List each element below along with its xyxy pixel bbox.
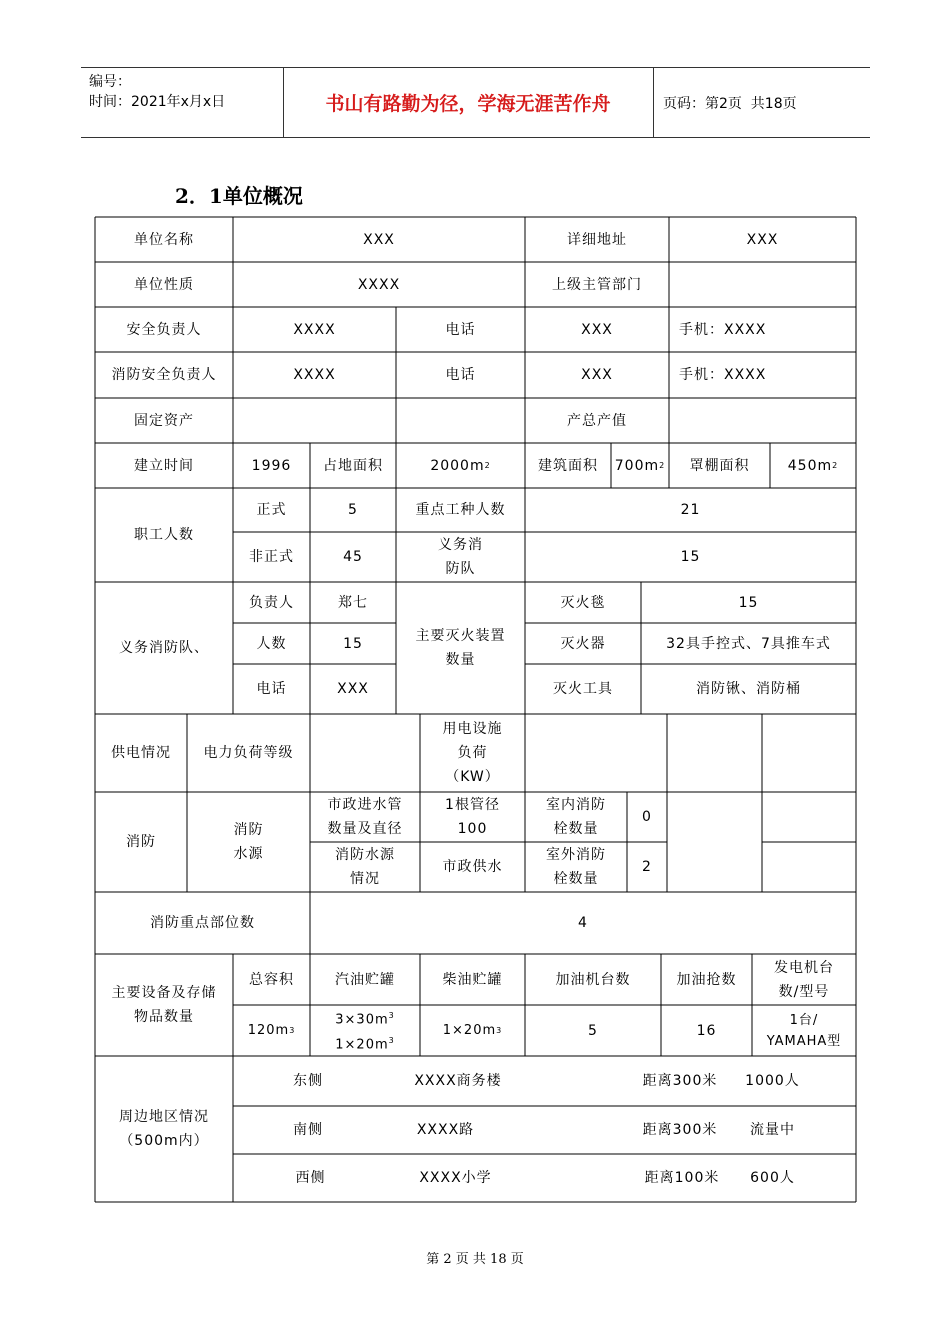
main-device-label: 主要灭火装置 数量: [415, 628, 506, 668]
key-parts-value: 4: [578, 915, 588, 931]
dispenser-value: 5: [588, 1022, 598, 1039]
gasoline-value: [310, 1005, 420, 1056]
power-load-label: 用电设施 负荷 （KW）: [442, 721, 503, 785]
gasoline-value-2-text: 1×20m: [335, 1036, 389, 1052]
unit-name-label: 单位名称: [134, 231, 194, 248]
south-dir: 南侧: [293, 1122, 323, 1138]
tools-value: 消防锹、消防桶: [696, 681, 801, 697]
vt-count-value: 15: [343, 635, 363, 652]
fire-phone-label: 电话: [445, 367, 476, 383]
building-area-number: 700m: [614, 457, 660, 474]
outdoor-hydrant-value: 2: [642, 859, 652, 875]
water-source-label: 消防 水源: [233, 822, 264, 862]
nature-value: XXXX: [357, 276, 401, 293]
cube-sup: 3: [388, 1035, 395, 1045]
nozzle-label: 加油抢数: [676, 971, 737, 988]
superior-label: 上级主管部门: [552, 276, 642, 293]
total-volume-value: [233, 1005, 310, 1056]
diesel-value-text: 1×20m: [442, 1022, 497, 1038]
south-place: XXXX路: [416, 1122, 475, 1138]
key-parts-label: 消防重点部位数: [150, 915, 255, 931]
header-page-info: [663, 68, 870, 137]
header-meta: [89, 72, 225, 112]
outdoor-hydrant-label: 室外消防 栓数量: [546, 847, 606, 887]
equipment-label: 主要设备及存储 物品数量: [111, 985, 217, 1025]
fire-label: 消防: [126, 834, 156, 850]
fire-mobile: 手机：XXXX: [679, 367, 767, 383]
header-motto: 书山有路勤为径，学海无涯苦作舟: [325, 93, 611, 115]
power-level-label: 电力负荷等级: [203, 745, 294, 761]
land-area-label: 占地面积: [323, 457, 383, 474]
volunteer-label: 义务消 防队: [438, 537, 483, 577]
informal-label: 非正式: [249, 549, 294, 565]
gasoline-value-1-text: 3×30m: [335, 1012, 389, 1028]
indoor-hydrant-label: 室内消防 栓数量: [546, 797, 606, 837]
output-label: 产总产值: [567, 412, 627, 429]
safety-head-label: 安全负责人: [126, 321, 202, 338]
volunteer-team-label: 义务消防队、: [119, 640, 209, 656]
fire-phone-value: XXX: [581, 367, 613, 383]
cube-sup: 3: [496, 1025, 503, 1035]
gasoline-value-1: [335, 1006, 394, 1030]
fixed-assets-label: 固定资产: [134, 412, 194, 429]
land-area-number: 2000m: [430, 457, 485, 474]
south-dist: 距离300米: [642, 1122, 718, 1138]
code-label: 编号：: [89, 74, 131, 90]
gasoline-label: 汽油贮罐: [335, 971, 395, 988]
sq-sup: 2: [659, 460, 666, 470]
east-info: 1000人: [745, 1073, 800, 1089]
vt-head-value: 郑七: [338, 594, 368, 611]
east-dir: 东侧: [293, 1073, 323, 1089]
header-divider: [653, 68, 654, 137]
sq-sup: 2: [832, 460, 839, 470]
blanket-label: 灭火毯: [560, 594, 606, 611]
safety-mobile: 手机：XXXX: [679, 321, 767, 338]
unit-name-value: XXX: [363, 231, 395, 248]
formal-value: 5: [348, 502, 358, 518]
safety-phone-label: 电话: [445, 321, 476, 338]
extinguisher-label: 灭火器: [560, 635, 606, 652]
time-label: 时间：2021年x月x日: [89, 94, 226, 110]
extinguisher-value: 32具手控式、7具推车式: [666, 635, 831, 652]
west-dir: 西侧: [295, 1170, 326, 1186]
formal-label: 正式: [256, 502, 287, 518]
founded-value: 1996: [251, 457, 292, 474]
address-label: 详细地址: [567, 231, 627, 248]
gasoline-value-2: [335, 1031, 394, 1055]
address-value: XXX: [746, 231, 779, 248]
pipe-value: 1根管径 100: [445, 797, 500, 837]
canopy-area-label: 罩棚面积: [689, 457, 750, 474]
volunteer-value: 15: [680, 549, 701, 565]
canopy-area-value: [770, 443, 856, 488]
power-label: 供电情况: [111, 745, 171, 761]
page-footer: 第 2 页 共 18 页: [426, 1252, 524, 1267]
section-title: 2．1单位概况: [175, 184, 303, 208]
east-place: XXXX商务楼: [414, 1073, 502, 1089]
key-workers-value: 21: [680, 502, 701, 518]
west-info: 600人: [750, 1170, 795, 1186]
total-volume-number: 120m: [247, 1022, 290, 1038]
tools-label: 灭火工具: [553, 681, 613, 697]
west-place: XXXX小学: [419, 1170, 492, 1186]
diesel-label: 柴油贮罐: [442, 971, 503, 988]
pipe-label: 市政进水管 数量及直径: [327, 797, 403, 837]
total-volume-label: 总容积: [249, 971, 294, 988]
informal-value: 45: [343, 549, 363, 565]
staff-label: 职工人数: [134, 527, 194, 543]
west-dist: 距离100米: [644, 1170, 720, 1186]
fire-head-value: XXXX: [293, 367, 336, 383]
cube-sup: 3: [388, 1011, 395, 1021]
surround-label: 周边地区情况 （500m内）: [119, 1109, 209, 1149]
vt-phone-value: XXX: [337, 681, 369, 697]
safety-head-value: XXXX: [293, 321, 336, 338]
page-info-text: 页码：第2页 共18页: [663, 95, 797, 112]
generator-value: 1台/ YAMAHA型: [766, 1012, 842, 1049]
nature-label: 单位性质: [134, 276, 194, 293]
south-info: 流量中: [750, 1122, 795, 1138]
vt-head-label: 负责人: [249, 594, 294, 611]
fire-head-label: 消防安全负责人: [111, 367, 217, 383]
water-source-state-value: 市政供水: [442, 859, 503, 875]
vt-count-label: 人数: [256, 635, 287, 652]
nozzle-value: 16: [696, 1022, 717, 1039]
indoor-hydrant-value: 0: [642, 809, 652, 825]
canopy-area-number: 450m: [787, 457, 833, 474]
diesel-value: [420, 1005, 525, 1056]
key-workers-label: 重点工种人数: [415, 502, 506, 518]
vt-phone-label: 电话: [256, 681, 287, 697]
safety-phone-value: XXX: [581, 321, 613, 338]
water-source-state-label: 消防水源 情况: [335, 847, 395, 887]
cube-sup: 3: [289, 1025, 296, 1035]
blanket-value: 15: [738, 594, 759, 611]
east-dist: 距离300米: [642, 1073, 718, 1089]
land-area-value: [396, 443, 525, 488]
sq-sup: 2: [484, 460, 491, 470]
building-area-label: 建筑面积: [538, 457, 598, 474]
founded-label: 建立时间: [134, 457, 194, 474]
page-header: [81, 67, 870, 138]
dispenser-label: 加油机台数: [555, 971, 631, 988]
building-area-value: [611, 443, 669, 488]
generator-label: 发电机台 数/型号: [774, 959, 834, 1000]
